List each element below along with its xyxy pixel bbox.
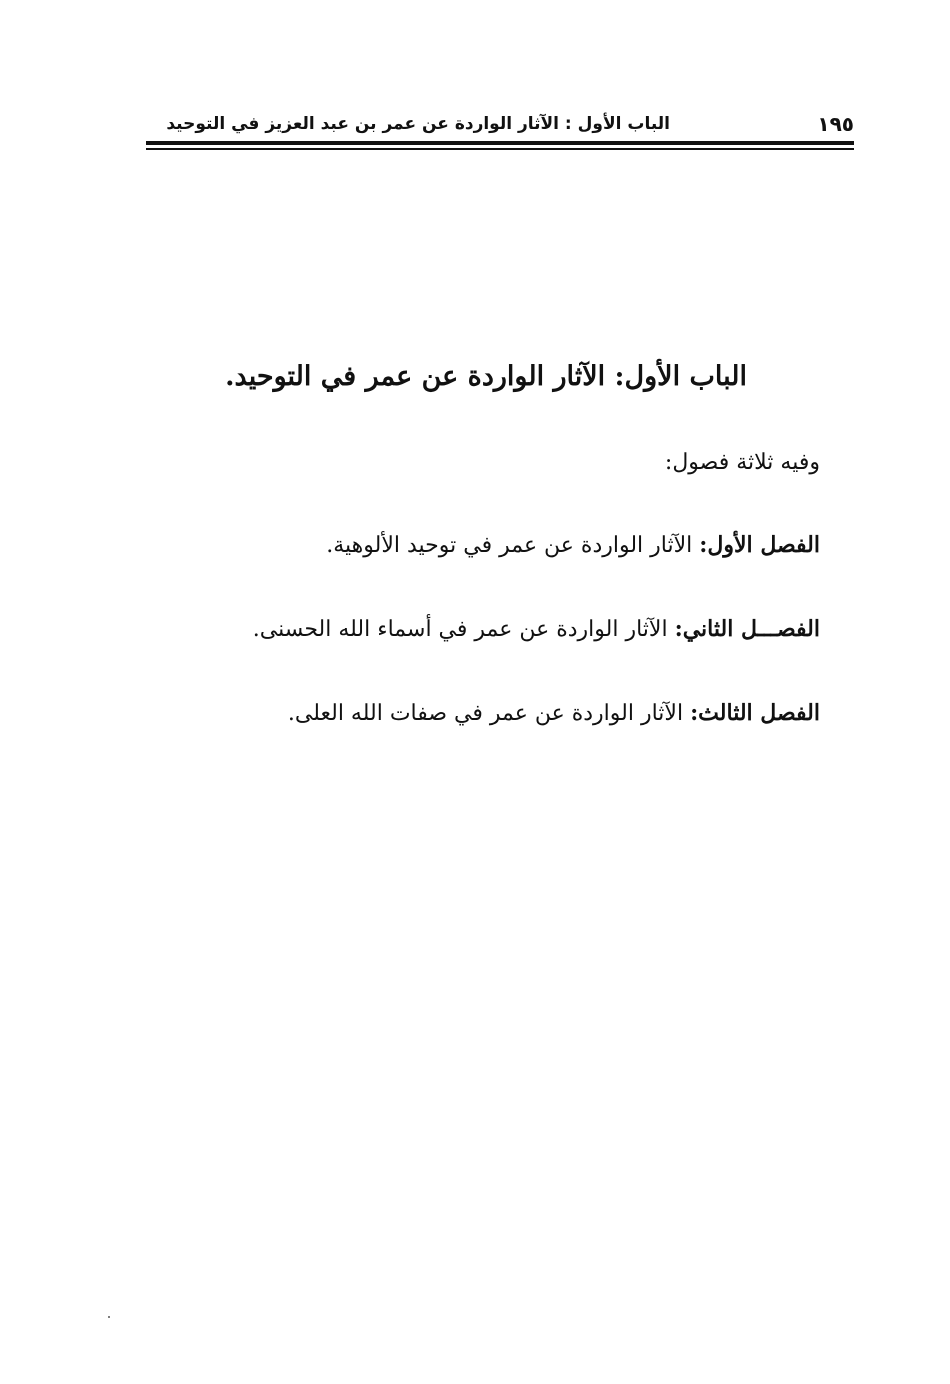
running-header-title: الباب الأول : الآثار الواردة عن عمر بن عبد العزيز في التوحيد xyxy=(166,114,670,134)
chapter-intro: وفيه ثلاثة فصول: xyxy=(664,450,820,475)
section-label-3: الفصل الثالث: xyxy=(690,700,820,726)
section-label-1: الفصل الأول: xyxy=(699,532,820,558)
section-label-2: الفصـــل الثاني: xyxy=(674,616,820,642)
scan-speck xyxy=(108,1316,110,1318)
chapter-title: الباب الأول: الآثار الواردة عن عمر في التوحيد. xyxy=(225,361,747,392)
page-body xyxy=(200,355,820,733)
section-line-2 xyxy=(200,610,820,649)
header-rule-thin xyxy=(146,148,854,150)
section-text-3: الآثار الواردة عن عمر في صفات الله العلى. xyxy=(287,701,691,726)
header-rule-thick xyxy=(146,141,854,145)
section-line-3 xyxy=(200,694,820,733)
section-text-1: الآثار الواردة عن عمر في توحيد الألوهية. xyxy=(326,533,700,558)
section-text-2: الآثار الواردة عن عمر في أسماء الله الحسنى. xyxy=(252,617,675,642)
section-line-1 xyxy=(200,526,820,565)
page-number: ١٩٥ xyxy=(817,112,854,136)
